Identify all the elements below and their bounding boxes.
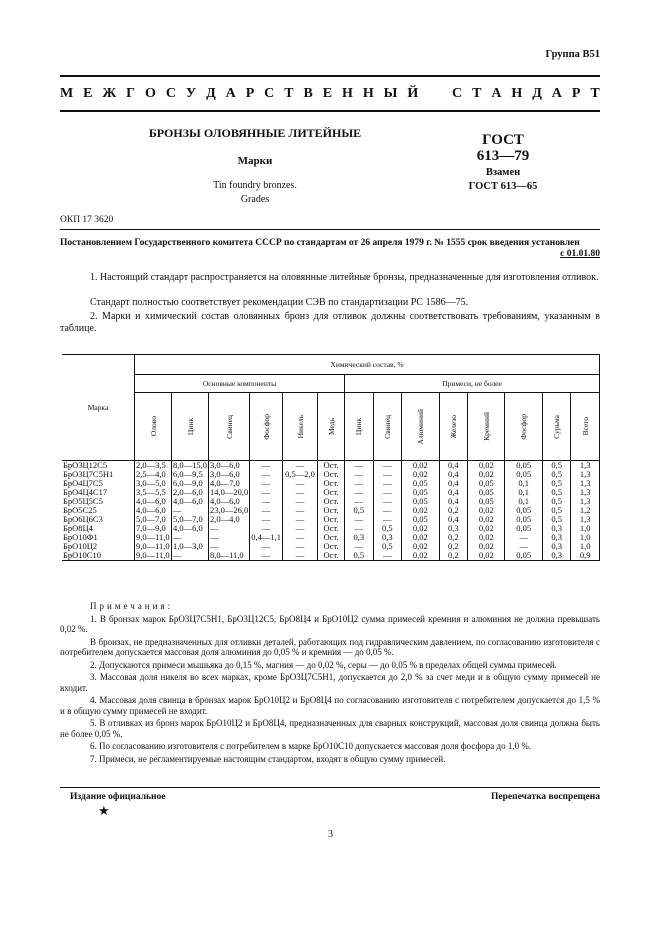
value-cell: — <box>345 461 374 471</box>
value-cell: 0,02 <box>402 533 439 542</box>
english-title-line1: Tin foundry bronzes. <box>213 180 297 191</box>
value-cell: 0,5 <box>542 497 571 506</box>
value-cell: — <box>172 533 209 542</box>
group-code: Группа В51 <box>545 49 600 60</box>
value-cell: 0,4—1,1 <box>251 532 281 542</box>
value-cell: — <box>345 515 374 524</box>
banner-letter: Т <box>472 86 482 101</box>
value-cell: 3,5—5,5 <box>135 488 172 497</box>
value-cell: 3,0—6,0 <box>209 461 250 471</box>
decree-body: Постановлением Государственного комитета СССР по стандартам от 26 апреля 1979 г. № 1555 срок введения установлен <box>60 238 580 248</box>
value-cell: Ост. <box>318 533 345 542</box>
value-cell: 14,0—20,0 <box>210 487 249 497</box>
standard-banner <box>60 86 600 102</box>
value-cell: 0,05 <box>505 470 542 479</box>
banner-top-rule <box>60 75 600 77</box>
main-column-header <box>250 393 283 461</box>
value-cell: 8,0—11,0 <box>209 551 250 561</box>
value-cell: Ост. <box>318 488 345 497</box>
decree-date: с 01.01.80 <box>560 249 600 259</box>
main-column-label: Медь <box>326 417 336 436</box>
value-cell: 0,4 <box>439 515 468 524</box>
value-cell: — <box>505 542 542 551</box>
value-cell: 0,05 <box>402 515 439 524</box>
main-column-label: Фосфор <box>261 413 271 440</box>
main-column-label: Свинец <box>224 414 234 439</box>
value-cell: — <box>373 551 402 561</box>
value-cell: 0,5 <box>345 506 374 515</box>
value-cell: — <box>373 479 402 488</box>
grade-cell: БрО4Ц7С5 <box>62 479 135 488</box>
okp-rule <box>60 229 600 230</box>
note-item: 7. Примеси, не регламентируемые настоящим стандартом, входят в общую сумму примесей. <box>90 753 446 764</box>
value-cell: 0,3 <box>542 524 571 533</box>
value-cell: — <box>283 488 318 497</box>
banner-letter: Й <box>407 86 419 101</box>
value-cell: Ост. <box>318 470 345 479</box>
banner-letter: У <box>185 86 197 101</box>
grade-header: Марка <box>62 355 135 461</box>
value-cell: 0,1 <box>505 497 542 506</box>
note-item: 2. Допускаются примеси мышьяка до 0,15 %, магния — до 0,02 %, серы — до 0,05 % в пределах общей суммы примесей. <box>90 659 557 670</box>
value-cell: Ост. <box>318 551 345 561</box>
value-cell: — <box>250 488 283 497</box>
value-cell: — <box>209 524 250 533</box>
grade-cell: БрО3Ц7С5Н1 <box>62 470 135 479</box>
value-cell: 2,0—3,5 <box>135 461 172 471</box>
banner-letter: С <box>165 86 176 101</box>
value-cell: 4,0—6,0 <box>172 497 209 506</box>
value-cell: 0,02 <box>402 542 439 551</box>
note-item: В бронзах, не предназначенных для отливки деталей, работающих под гидравлическим давлением, по согласованию изготовителя с потребителем допускается массовая доля алюминия до 0,05 % и кремния — до 0,05 %. <box>60 636 600 657</box>
paragraph-1b: Стандарт полностью соответствует рекомендации СЭВ по стандартизации РС 1586—75. <box>90 297 469 308</box>
value-cell: 0,02 <box>468 515 505 524</box>
value-cell: — <box>283 533 318 542</box>
banner-letter: Е <box>83 86 93 101</box>
value-cell: 0,5 <box>345 551 374 561</box>
value-cell: 1,3 <box>571 461 600 471</box>
impurity-column-label: Алюминий <box>415 408 425 445</box>
value-cell: 3,0—6,0 <box>209 470 250 479</box>
grade-cell: БрО3Ц12С5 <box>62 461 135 471</box>
value-cell: Ост. <box>318 524 345 533</box>
banner-letter: А <box>551 86 562 101</box>
banner-letter: Н <box>362 86 374 101</box>
grade-cell: БрО5С25 <box>62 506 135 515</box>
reprint-prohibited: Перепечатка воспрещена <box>490 792 600 802</box>
notes-block <box>60 601 600 766</box>
impurity-column-header <box>439 393 468 461</box>
value-cell: — <box>172 551 209 561</box>
value-cell: 0,3 <box>439 524 468 533</box>
value-cell: — <box>250 497 283 506</box>
value-cell: — <box>373 470 402 479</box>
value-cell: Ост. <box>318 479 345 488</box>
value-cell: — <box>250 515 283 524</box>
value-cell: 23,0—26,0 <box>210 505 249 515</box>
page-number: 3 <box>328 829 333 840</box>
value-cell: 0,5 <box>373 524 402 533</box>
banner-letter: Г <box>126 86 136 101</box>
value-cell: 0,4 <box>439 461 468 471</box>
replaces-label: Взамен <box>485 167 521 178</box>
value-cell: 9,0—11,0 <box>136 550 170 560</box>
value-cell: 0,02 <box>468 461 505 471</box>
value-cell: — <box>172 506 209 515</box>
value-cell: — <box>250 470 283 479</box>
main-column-header <box>209 393 250 461</box>
value-cell: — <box>345 524 374 533</box>
note-item: 4. Массовая доля свинца в бронзах марок БрО10Ц2 и БрО8Ц4 по согласованию изготовителя с потребителем допускается до 1,5 % и в общую сумму примесей не входит. <box>60 695 600 716</box>
value-cell: 0,02 <box>468 470 505 479</box>
value-cell: — <box>373 461 402 471</box>
grade-cell: БрО8Ц4 <box>62 524 135 533</box>
value-cell: 1,3 <box>571 488 600 497</box>
value-cell: 0,02 <box>402 524 439 533</box>
value-cell: 4,0—6,0 <box>172 524 209 533</box>
main-column-header <box>135 393 172 461</box>
value-cell: 0,02 <box>468 533 505 542</box>
value-cell: — <box>250 524 283 533</box>
value-cell: 4,0—7,0 <box>209 479 250 488</box>
grade-cell: БрО5Ц5С5 <box>62 497 135 506</box>
value-cell: 0,4 <box>439 479 468 488</box>
banner-letter: С <box>264 86 275 101</box>
footer-rule <box>60 787 600 788</box>
value-cell: 0,05 <box>468 479 505 488</box>
value-cell: 0,02 <box>402 470 439 479</box>
grade-cell: БрО10Ф1 <box>62 533 135 542</box>
grade-cell: БрО4Ц4С17 <box>62 488 135 497</box>
value-cell: 0,05 <box>505 524 542 533</box>
value-cell: 0,5 <box>542 461 571 471</box>
value-cell: 1,0—3,0 <box>172 542 209 551</box>
banner-letter: Р <box>571 86 581 101</box>
value-cell: — <box>505 533 542 542</box>
impurity-column-label: Фосфор <box>519 413 529 440</box>
value-cell: 0,05 <box>468 488 505 497</box>
value-cell: 0,4 <box>439 497 468 506</box>
value-cell: — <box>250 551 283 561</box>
value-cell: 0,05 <box>402 488 439 497</box>
value-cell: 4,0—6,0 <box>135 497 172 506</box>
value-cell: 0,2 <box>439 533 468 542</box>
main-column-header <box>283 393 318 461</box>
value-cell: — <box>250 542 283 551</box>
value-cell: 1,0 <box>571 524 600 533</box>
value-cell: 0,02 <box>468 506 505 515</box>
impurities-header: Примеси, не более <box>345 375 600 393</box>
composition-table <box>62 354 600 561</box>
note-item: 6. По согласованию изготовителя с потребителем в марке БрО10С10 допускается массовая доля фосфора до 1,0 %. <box>90 741 532 751</box>
main-column-header <box>318 393 345 461</box>
main-components-header: Основные компоненты <box>135 375 345 393</box>
value-cell: 8,0—15,0 <box>173 460 207 470</box>
value-cell: 6,0—9,5 <box>172 470 209 479</box>
grade-cell: БрО10Ц2 <box>62 542 135 551</box>
value-cell: 1,3 <box>571 515 600 524</box>
impurity-column-header <box>468 393 505 461</box>
value-cell: 0,3 <box>373 533 402 542</box>
value-cell: 9,0—11,0 <box>136 532 170 542</box>
banner-letter: Д <box>532 86 542 101</box>
impurity-column-header <box>402 393 439 461</box>
value-cell: 2,0—6,0 <box>172 488 209 497</box>
value-cell: 6,0—9,0 <box>172 479 209 488</box>
banner-letter: А <box>491 86 502 101</box>
value-cell: — <box>283 497 318 506</box>
banner-letter: Т <box>590 86 600 101</box>
value-cell: Ост. <box>318 497 345 506</box>
value-cell: — <box>283 479 318 488</box>
value-cell: — <box>373 515 402 524</box>
value-cell: 0,02 <box>402 461 439 471</box>
value-cell: — <box>209 533 250 542</box>
value-cell: 0,3 <box>542 533 571 542</box>
value-cell: — <box>283 461 318 471</box>
value-cell: Ост. <box>318 542 345 551</box>
main-column-label: Олово <box>148 416 158 437</box>
impurity-column-header <box>373 393 402 461</box>
english-title <box>110 179 400 207</box>
replaces-block <box>453 166 553 194</box>
value-cell: 0,05 <box>402 497 439 506</box>
value-cell: 4,0—6,0 <box>135 506 172 515</box>
impurity-column-label: Свинец <box>382 414 392 439</box>
gost-number: 613—79 <box>476 148 530 164</box>
document-title: БРОНЗЫ ОЛОВЯННЫЕ ЛИТЕЙНЫЕ <box>148 126 362 140</box>
value-cell: 0,05 <box>505 515 542 524</box>
value-cell: 4,0—6,0 <box>209 497 250 506</box>
main-column-label: Цинк <box>185 417 195 436</box>
value-cell: — <box>209 542 250 551</box>
value-cell: 0,2 <box>439 506 468 515</box>
notes-heading: Примечания: <box>90 601 174 611</box>
value-cell: 9,0—11,0 <box>136 541 170 551</box>
value-cell: 0,3 <box>542 551 571 561</box>
value-cell: 0,9 <box>571 551 600 561</box>
value-cell: — <box>250 479 283 488</box>
value-cell: Ост. <box>318 515 345 524</box>
value-cell: 1,3 <box>571 479 600 488</box>
value-cell: — <box>345 497 374 506</box>
value-cell: 0,5 <box>542 515 571 524</box>
value-cell: 0,05 <box>468 497 505 506</box>
value-cell: 0,05 <box>402 479 439 488</box>
banner-letter: А <box>225 86 236 101</box>
document-subtitle: Марки <box>237 155 273 167</box>
value-cell: 0,02 <box>468 542 505 551</box>
value-cell: 0,3 <box>542 542 571 551</box>
banner-letter: О <box>145 86 156 101</box>
banner-letter: Н <box>342 86 353 101</box>
okp-code: ОКП 17 3620 <box>60 215 114 225</box>
english-title-line2: Grades <box>240 194 270 205</box>
value-cell: — <box>373 497 402 506</box>
gost-label: ГОСТ <box>482 132 524 148</box>
value-cell: 0,02 <box>468 551 505 561</box>
value-cell: — <box>283 515 318 524</box>
value-cell: 1,0 <box>571 533 600 542</box>
impurity-column-header <box>542 393 571 461</box>
value-cell: 3,0—5,0 <box>135 479 172 488</box>
main-column-label: Никель <box>295 414 305 439</box>
value-cell: 0,02 <box>468 524 505 533</box>
value-cell: 0,5 <box>542 470 571 479</box>
value-cell: 0,05 <box>505 551 542 561</box>
star-icon: ★ <box>98 803 110 818</box>
official-edition: Издание официальное <box>70 792 166 802</box>
grade-cell: БрО10С10 <box>62 551 135 561</box>
value-cell: 0,2 <box>439 551 468 561</box>
impurity-column-header <box>345 393 374 461</box>
value-cell: Ост. <box>318 461 345 471</box>
banner-bottom-rule <box>60 110 600 112</box>
value-cell: — <box>283 524 318 533</box>
value-cell: 1,0 <box>571 542 600 551</box>
grade-cell: БрО6Ц6С3 <box>62 515 135 524</box>
table-row <box>62 551 600 561</box>
decree-text <box>60 238 600 259</box>
value-cell: 0,4 <box>439 488 468 497</box>
impurity-column-label: Сурьма <box>552 414 562 439</box>
banner-letter: Ж <box>102 86 117 101</box>
value-cell: — <box>345 488 374 497</box>
value-cell: — <box>373 506 402 515</box>
value-cell: — <box>345 542 374 551</box>
impurity-column-label: Цинк <box>354 417 364 436</box>
banner-letter: М <box>60 86 74 101</box>
banner-letter: В <box>303 86 313 101</box>
value-cell: 0,1 <box>505 479 542 488</box>
value-cell: — <box>345 470 374 479</box>
value-cell: — <box>250 506 283 515</box>
banner-letter: Д <box>206 86 216 101</box>
gost-number-block <box>453 132 553 164</box>
value-cell: 7,0—9,0 <box>135 524 172 533</box>
value-cell: 0,5 <box>373 542 402 551</box>
note-item: 3. Массовая доля никеля во всех марках, кроме БрО3Ц7С5Н1, допускается до 2,0 % за счет меди и в общую сумму примесей не входит. <box>60 672 600 693</box>
value-cell: — <box>283 542 318 551</box>
note-item: 1. В бронзах марок БрО3Ц7С5Н1, БрО3Ц12С5, БрО8Ц4 и БрО10Ц2 сумма примесей кремния и алюминия не должна превышать 0,02 %. <box>60 613 600 634</box>
value-cell: 0,2 <box>439 542 468 551</box>
paragraph-1: 1. Настоящий стандарт распространяется на оловянные литейные бронзы, предназначенные для изготовления отливок. <box>90 272 599 283</box>
value-cell: — <box>250 461 283 471</box>
value-cell: 0,02 <box>402 506 439 515</box>
value-cell: 0,5 <box>542 488 571 497</box>
impurity-column-label: Всего <box>580 417 590 436</box>
value-cell: — <box>373 488 402 497</box>
chem-header: Химический состав, % <box>135 355 600 375</box>
value-cell: 5,0—7,0 <box>172 515 209 524</box>
banner-letter: Е <box>322 86 333 101</box>
value-cell: 0,05 <box>505 461 542 471</box>
value-cell: — <box>345 479 374 488</box>
value-cell: — <box>283 506 318 515</box>
impurity-column-label: Железо <box>448 414 458 439</box>
note-item: 5. В отливках из бронз марок БрО10Ц2 и БрО8Ц4, предназначенных для сварных конструкций, массовая доля свинца должна быть не более 0,05 %. <box>60 718 600 739</box>
replaces-number: ГОСТ 613—65 <box>468 181 538 192</box>
banner-letter: Ы <box>383 86 398 101</box>
value-cell: 2,5—4,0 <box>135 470 172 479</box>
main-column-header <box>172 393 209 461</box>
banner-letter: Р <box>245 86 255 101</box>
value-cell: 1,3 <box>571 497 600 506</box>
value-cell: — <box>283 551 318 561</box>
value-cell: 0,05 <box>505 506 542 515</box>
value-cell: 0,5 <box>542 506 571 515</box>
value-cell: 1,2 <box>571 506 600 515</box>
banner-letter: Н <box>511 86 523 101</box>
banner-letter: Т <box>284 86 294 101</box>
impurity-column-header <box>505 393 542 461</box>
value-cell: 0,02 <box>402 551 439 561</box>
value-cell: Ост. <box>318 506 345 515</box>
value-cell: 0,5 <box>542 479 571 488</box>
value-cell: 0,5—2,0 <box>283 470 318 479</box>
value-cell: 0,4 <box>439 470 468 479</box>
banner-letter: С <box>452 86 463 101</box>
value-cell: 5,0—7,0 <box>135 515 172 524</box>
value-cell: 0,1 <box>505 488 542 497</box>
impurity-column-header <box>571 393 600 461</box>
value-cell: 2,0—4,0 <box>209 515 250 524</box>
value-cell: 0,3 <box>345 533 374 542</box>
value-cell: 1,3 <box>571 470 600 479</box>
impurity-column-label: Кремний <box>481 412 491 441</box>
paragraph-2: 2. Марки и химический состав оловянных бронз для отливок должны соответствовать требованиям, указанным в таблице. <box>60 311 600 334</box>
